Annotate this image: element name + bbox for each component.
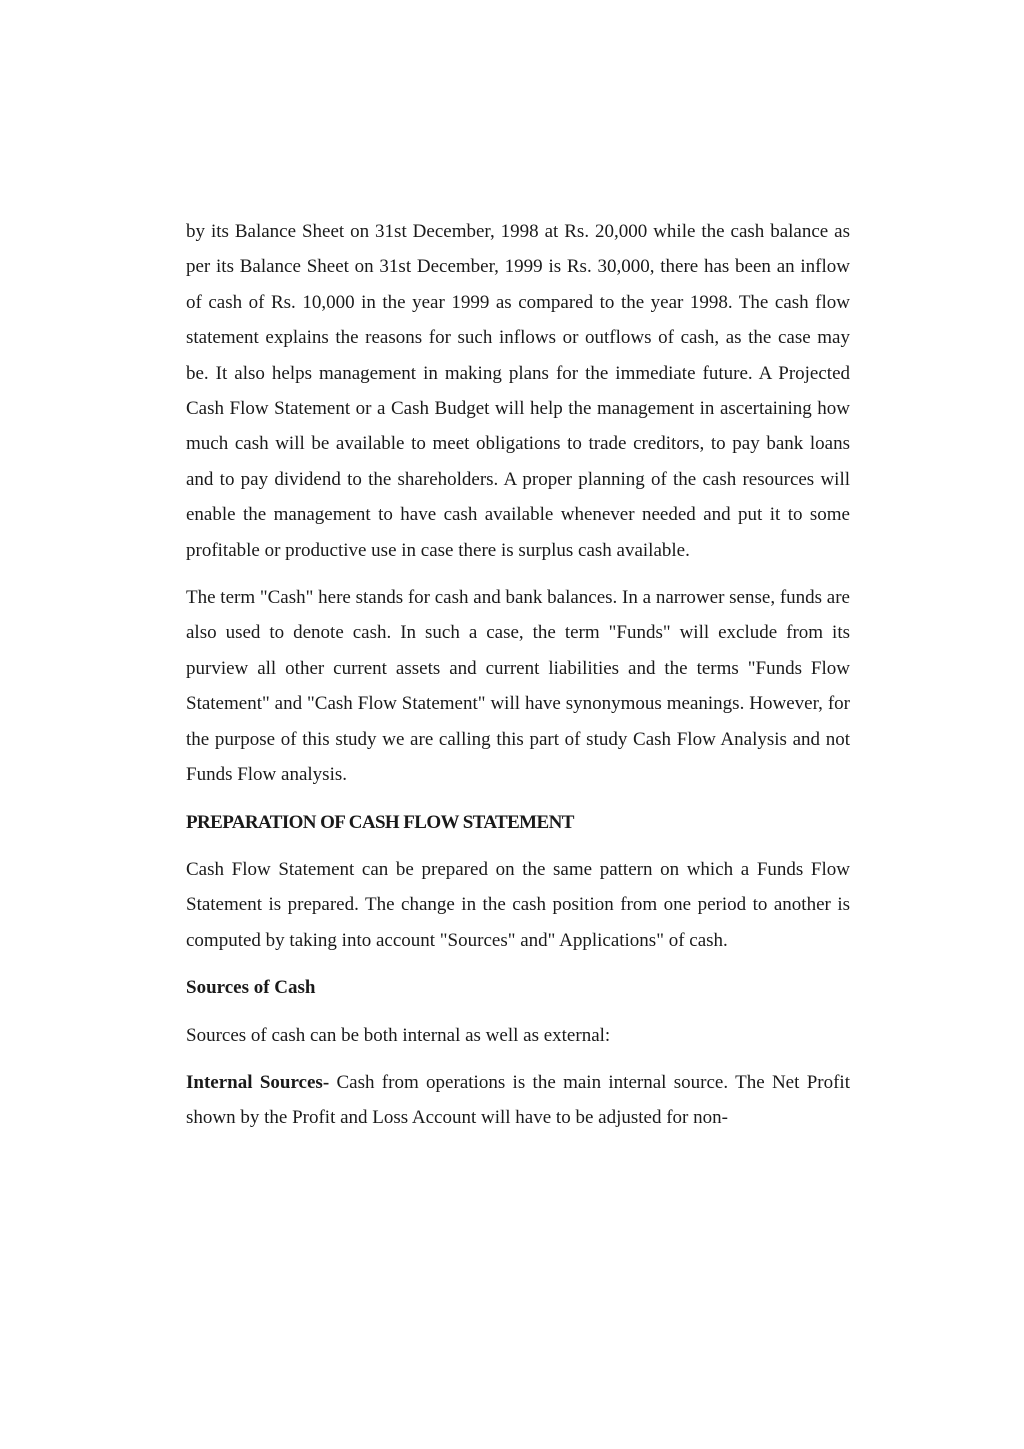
paragraph-internal-sources (186, 1065, 850, 1136)
paragraph-sources-intro: Sources of cash can be both internal as well as external: (186, 1024, 611, 1046)
paragraph-cash-flow-intro: by its Balance Sheet on 31st December, 1998 at Rs. 20,000 while the cash balance as per its Balance Sheet on 31st December, 1999 is Rs. 30,000, there has been an inflow of cash of Rs. 10,000 in the year 1999 as compared to the year 1998. The cash flow statement explains the reasons for such inflows or outflows of cash, as the case may be. It also helps management in making plans for the immediate future. A Projected Cash Flow Statement or a Cash Budget will help the management in ascertaining how much cash will be available to meet obligations to trade creditors, to pay bank loans and to pay dividend to the shareholders. A proper planning of the cash resources will enable the management to have cash available whenever needed and put it to some profitable or productive use in case there is surplus cash available. (186, 221, 850, 561)
document-page (186, 214, 850, 1148)
heading-sources-of-cash: Sources of Cash (186, 977, 316, 999)
paragraph-cash-definition: The term "Cash" here stands for cash and bank balances. In a narrower sense, funds are also used to denote cash. In such a case, the term "Funds" will exclude from its purview all other current assets and current liabilities and the terms "Funds Flow Statement" and "Cash Flow Statement" will have synonymous meanings. However, for the purpose of this study we are calling this part of study Cash Flow Analysis and not Funds Flow analysis. (186, 587, 850, 786)
internal-sources-label: Internal Sources- (186, 1071, 330, 1093)
heading-preparation: PREPARATION OF CASH FLOW STATEMENT (186, 811, 574, 833)
paragraph-preparation: Cash Flow Statement can be prepared on the same pattern on which a Funds Flow Statement is prepared. The change in the cash position from one period to another is computed by taking into account "Sources" and" Applications" of cash. (186, 858, 850, 951)
internal-sources-text: Cash from operations is the main internal source. The Net Profit shown by the Profit and Loss Account will have to be adjusted for non- (186, 1071, 850, 1129)
